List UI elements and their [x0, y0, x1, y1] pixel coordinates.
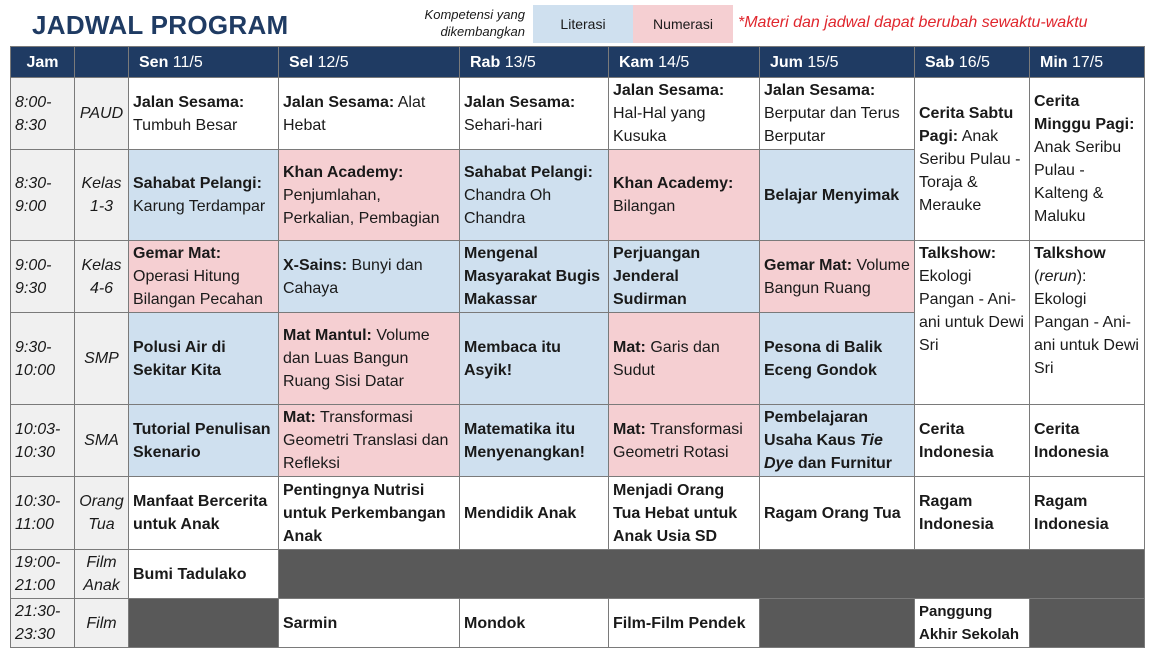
program-subtitle: Ekologi Pangan - Ani-ani untuk Dewi Sri: [1034, 291, 1139, 377]
rerun-label: rerun: [1039, 268, 1077, 285]
program-title: Bumi Tadulako: [133, 565, 247, 583]
header-day-date: 12/5: [317, 53, 349, 71]
program-title: Jalan Sesama:: [464, 93, 576, 111]
program-title: Film-Film Pendek: [613, 614, 746, 632]
program-title: Perjuangan Jenderal Sudirman: [613, 245, 701, 308]
header-day-name: Sel: [289, 53, 314, 71]
audience-label-line2: 1-3: [89, 198, 114, 215]
program-title: Ragam Orang Tua: [764, 504, 901, 522]
table-row: [11, 78, 1145, 150]
program-title: Jalan Sesama:: [613, 82, 725, 99]
header-day-date: 17/5: [1072, 53, 1104, 71]
program-title: Gemar Mat:: [133, 245, 222, 262]
empty-slot: [760, 599, 915, 648]
empty-slot: [1030, 599, 1145, 648]
table-row: [11, 477, 1145, 550]
program-subtitle: Berputar dan Terus Berputar: [764, 105, 900, 145]
program-cell: [460, 405, 609, 477]
program-subtitle: Bunyi dan Cahaya: [283, 256, 423, 297]
audience-label: SMP: [84, 350, 119, 367]
program-title: Membaca itu Asyik!: [464, 338, 561, 379]
program-title: Mondok: [464, 614, 526, 632]
program-cell: [760, 150, 915, 241]
program-title: Cerita Sabtu Pagi:: [919, 104, 1014, 145]
header-day-date: 15/5: [807, 53, 839, 71]
program-subtitle: Volume dan Luas Bangun Ruang Sisi Datar: [283, 327, 430, 390]
time-start: 10:30-: [15, 493, 61, 510]
audience-label: SMA: [84, 432, 119, 449]
program-title: Mat:: [283, 409, 316, 426]
program-subtitle: Penjumlahan, Perkalian, Pembagian: [283, 186, 440, 227]
time-start: 10:03-: [15, 420, 61, 438]
audience-label-line2: 4-6: [89, 279, 114, 297]
time-start: 9:00-: [15, 256, 52, 274]
program-cell: [760, 241, 915, 313]
program-subtitle: Karung Terdampar: [133, 198, 266, 215]
audience-label: PAUD: [79, 105, 124, 122]
time-end: 8:30: [15, 116, 47, 134]
program-cell: [609, 150, 760, 241]
program-cell: [609, 477, 760, 550]
program-title: Panggung Akhir Sekolah: [919, 603, 1020, 643]
header-audience: [75, 47, 129, 78]
program-title: Pesona di Balik Eceng Gondok: [764, 338, 883, 379]
program-cell: [609, 78, 760, 150]
program-title: Mat:: [613, 338, 646, 356]
program-cell: [460, 78, 609, 150]
program-cell: [915, 405, 1030, 477]
program-cell: [279, 599, 460, 648]
program-cell: [460, 150, 609, 241]
program-title-end: dan Furnitur: [797, 455, 893, 472]
program-title: Tutorial Penulisan Skenario: [133, 420, 271, 461]
program-cell: [760, 78, 915, 150]
program-subtitle: Transformasi Geometri Translasi dan Refleksi: [283, 409, 449, 472]
program-cell: [460, 599, 609, 648]
header-day: [279, 47, 460, 78]
program-title: X-Sains:: [283, 256, 348, 274]
program-title: Khan Academy:: [283, 163, 404, 181]
program-title: Cerita Indonesia: [919, 420, 994, 461]
program-title: Mengenal Masyarakat Bugis Makassar: [464, 245, 601, 308]
audience-cell: [75, 477, 129, 550]
program-cell: [915, 241, 1030, 405]
program-cell: [129, 405, 279, 477]
program-cell: [129, 550, 279, 599]
time-start: 9:30-: [15, 338, 52, 356]
audience-cell: [75, 150, 129, 241]
header-day: [915, 47, 1030, 78]
header-day: [1030, 47, 1145, 78]
program-subtitle: Bilangan: [613, 198, 676, 215]
program-title: Mat Mantul:: [283, 327, 372, 344]
legend-caption-line1: Kompetensi yang: [424, 7, 525, 22]
program-subtitle: Sehari-hari: [464, 116, 543, 134]
program-cell: [609, 599, 760, 648]
program-title: Pembelajaran Usaha Kaus: [764, 409, 869, 449]
header-day: [609, 47, 760, 78]
legend-numerasi: Numerasi: [633, 5, 733, 43]
audience-cell: [75, 599, 129, 648]
table-row: [11, 599, 1145, 648]
program-title: Ragam Indonesia: [919, 493, 994, 533]
program-cell: [279, 78, 460, 150]
program-cell: [609, 241, 760, 313]
audience-label: Film: [86, 614, 117, 632]
time-start: 19:00-: [15, 554, 61, 571]
program-subtitle: Ekologi Pangan - Ani-ani untuk Dewi Sri: [919, 268, 1024, 354]
header-day-date: 14/5: [658, 53, 690, 71]
header-day-name: Jum: [770, 53, 803, 71]
program-title-italic: Tie Dye: [764, 432, 883, 472]
program-title: Matematika itu Menyenangkan!: [464, 420, 585, 461]
program-subtitle: Volume Bangun Ruang: [764, 256, 910, 297]
audience-label-line2: Anak: [83, 577, 120, 594]
program-title: Talkshow:: [919, 245, 997, 262]
header-day-name: Sen: [139, 53, 169, 71]
program-title: Cerita Indonesia: [1034, 420, 1109, 461]
time-end: 23:30: [15, 626, 56, 643]
program-title: Manfaat Bercerita untuk Anak: [133, 493, 268, 533]
program-title: Pentingnya Nutrisi untuk Perkembangan Anak: [283, 481, 446, 545]
program-title: Jalan Sesama:: [283, 93, 395, 111]
header-day: [760, 47, 915, 78]
program-title: Sahabat Pelangi:: [133, 175, 262, 192]
header-day: [129, 47, 279, 78]
time-start: 21:30-: [15, 603, 61, 620]
time-start: 8:00-: [15, 93, 52, 111]
header-day-name: Sab: [925, 53, 955, 71]
program-title: Khan Academy:: [613, 175, 734, 192]
program-cell: [1030, 78, 1145, 241]
program-title: Belajar Menyimak: [764, 186, 900, 204]
header-jam: Jam: [11, 47, 75, 78]
header-day-name: Kam: [619, 53, 654, 71]
time-cell: [11, 150, 75, 241]
program-cell: [760, 313, 915, 405]
program-cell: [129, 313, 279, 405]
program-title: Jalan Sesama:: [133, 93, 245, 111]
legend-caption-line2: dikembangkan: [440, 23, 525, 39]
time-cell: [11, 78, 75, 150]
empty-slot: [129, 599, 279, 648]
audience-cell: [75, 78, 129, 150]
program-subtitle: Alat Hebat: [283, 93, 426, 134]
program-subtitle: Anak Seribu Pulau - Toraja & Merauke: [919, 127, 1021, 214]
schedule-note: *Materi dan jadwal dapat berubah sewaktu-waktu: [738, 14, 1088, 31]
program-cell: [129, 477, 279, 550]
program-title: Cerita Minggu Pagi:: [1034, 93, 1135, 133]
time-end: 11:00: [15, 516, 54, 533]
program-cell: [760, 477, 915, 550]
time-end: 10:30: [15, 443, 56, 461]
program-title: Mendidik Anak: [464, 504, 577, 522]
program-cell: [915, 78, 1030, 241]
time-cell: [11, 477, 75, 550]
program-title: Sahabat Pelangi:: [464, 163, 593, 181]
program-cell: [609, 313, 760, 405]
program-title: Polusi Air di Sekitar Kita: [133, 338, 226, 379]
table-row: [11, 241, 1145, 313]
time-cell: [11, 241, 75, 313]
program-cell: [279, 241, 460, 313]
program-cell: [129, 150, 279, 241]
program-title: Ragam Indonesia: [1034, 493, 1109, 533]
audience-label-line2: Tua: [88, 516, 115, 533]
program-cell: [460, 477, 609, 550]
audience-cell: [75, 241, 129, 313]
header-day-date: 13/5: [504, 53, 536, 71]
program-cell: Talkshow (rerun): Ekologi Pangan - Ani-ani untuk Dewi Sri: [1030, 241, 1145, 405]
audience-label: Orang: [79, 493, 124, 510]
program-subtitle: Hal-Hal yang Kusuka: [613, 105, 706, 145]
program-cell: [460, 241, 609, 313]
time-end: 21:00: [15, 577, 56, 594]
program-cell: [279, 405, 460, 477]
table-row: [11, 550, 1145, 599]
audience-cell: [75, 550, 129, 599]
header-day-date: 16/5: [958, 53, 990, 71]
legend-literasi: Literasi: [533, 5, 633, 43]
program-title: Menjadi Orang Tua Hebat untuk Anak Usia SD: [613, 481, 738, 545]
time-cell: [11, 313, 75, 405]
schedule-table: [10, 46, 1145, 648]
program-cell: [279, 477, 460, 550]
program-cell: [915, 599, 1030, 648]
audience-label: Kelas: [81, 175, 122, 192]
audience-cell: [75, 405, 129, 477]
table-row: [11, 405, 1145, 477]
program-title: Gemar Mat:: [764, 256, 853, 274]
program-subtitle: Tumbuh Besar: [133, 116, 238, 134]
header-day-name: Min: [1040, 53, 1068, 71]
time-cell: [11, 550, 75, 599]
program-subtitle: Anak Seribu Pulau - Kalteng & Maluku: [1034, 139, 1122, 225]
header-day: [460, 47, 609, 78]
program-title: Jalan Sesama:: [764, 82, 876, 99]
header-day-date: 11/5: [172, 53, 203, 71]
time-end: 9:30: [15, 279, 47, 297]
page-title: JADWAL PROGRAM: [32, 10, 289, 40]
audience-label: Kelas: [81, 256, 122, 274]
program-cell: [1030, 405, 1145, 477]
program-subtitle: Operasi Hitung Bilangan Pecahan: [133, 268, 263, 308]
program-cell: [279, 150, 460, 241]
program-title: Talkshow: [1034, 245, 1106, 262]
audience-label: Film: [86, 554, 117, 571]
time-end: 9:00: [15, 198, 47, 215]
legend-caption: [380, 7, 525, 41]
empty-slot: [279, 550, 1145, 599]
program-title: Sarmin: [283, 614, 338, 632]
program-subtitle: Garis dan Sudut: [613, 338, 720, 379]
header-day-name: Rab: [470, 53, 501, 71]
time-cell: [11, 599, 75, 648]
header-row: [11, 47, 1145, 78]
program-cell: [129, 78, 279, 150]
program-cell: [1030, 477, 1145, 550]
audience-cell: [75, 313, 129, 405]
time-end: 10:00: [15, 361, 56, 379]
program-cell: [760, 405, 915, 477]
program-cell: [609, 405, 760, 477]
program-cell: [915, 477, 1030, 550]
program-subtitle: Chandra Oh Chandra: [464, 186, 552, 227]
program-cell: [129, 241, 279, 313]
program-cell: [460, 313, 609, 405]
program-cell: [279, 313, 460, 405]
program-subtitle: Transformasi Geometri Rotasi: [613, 420, 743, 461]
program-title: Mat:: [613, 420, 646, 438]
time-cell: [11, 405, 75, 477]
time-start: 8:30-: [15, 175, 52, 192]
